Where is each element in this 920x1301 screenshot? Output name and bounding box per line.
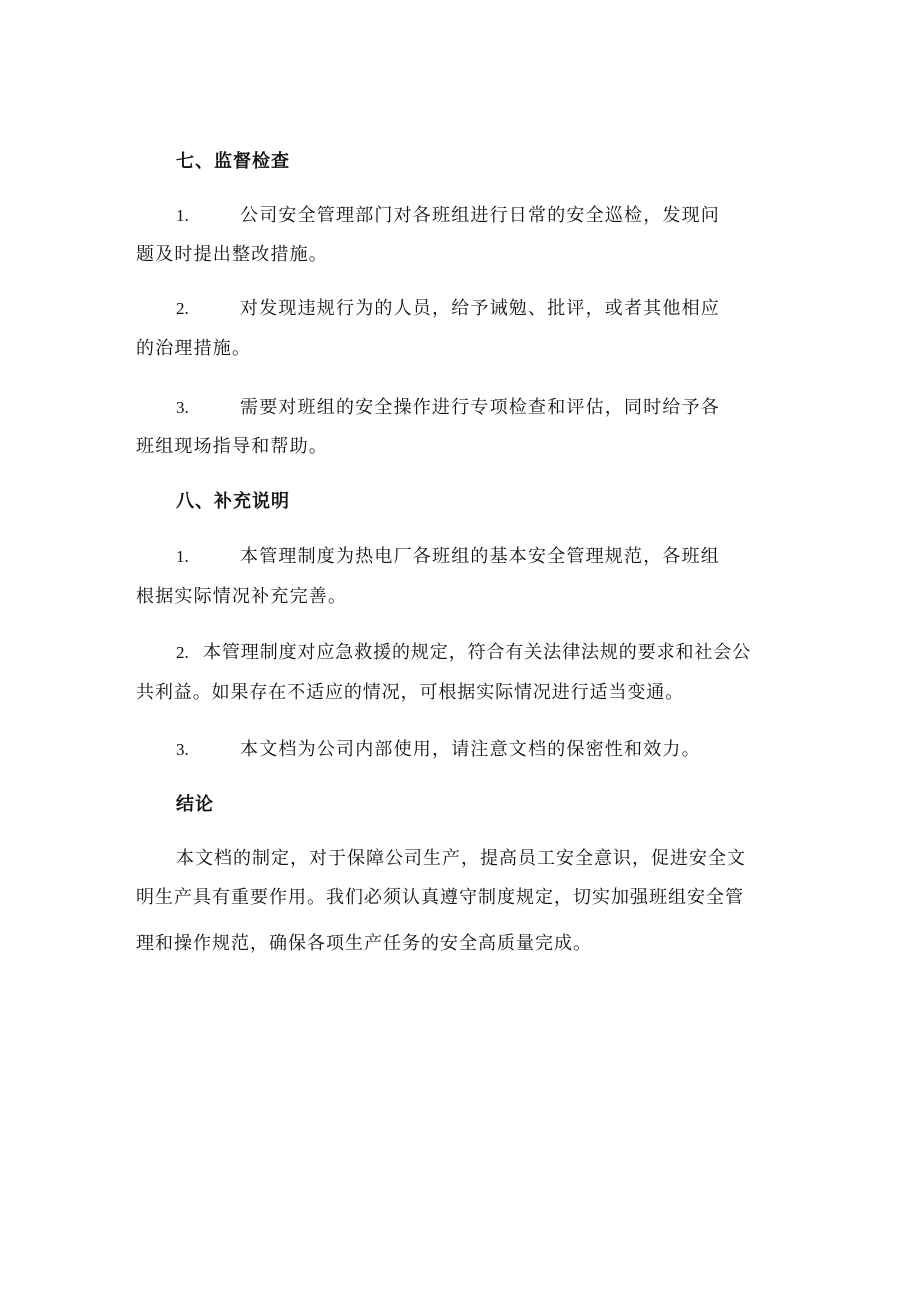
section-7-item-2-number: 2. xyxy=(176,299,189,318)
section-7-heading: 七、监督检查 xyxy=(176,151,290,172)
conclusion-heading: 结论 xyxy=(176,794,214,815)
section-7-item-2-line-2: 的治理措施。 xyxy=(136,338,252,359)
conclusion-line-3: 理和操作规范，确保各项生产任务的安全高质量完成。 xyxy=(136,933,592,954)
section-8-item-3-number: 3. xyxy=(176,740,189,759)
section-7-item-2-line-1: 对发现违规行为的人员，给予诫勉、批评，或者其他相应 xyxy=(240,298,720,319)
section-8-item-1-line-1: 本管理制度为热电厂各班组的基本安全管理规范，各班组 xyxy=(240,546,720,567)
section-8-heading: 八、补充说明 xyxy=(176,491,290,512)
conclusion-line-1: 本文档的制定，对于保障公司生产，提高员工安全意识，促进安全文 xyxy=(176,848,746,869)
section-8-item-1-number: 1. xyxy=(176,547,189,566)
section-7-item-3-number: 3. xyxy=(176,398,189,417)
section-7-item-3-line-1: 需要对班组的安全操作进行专项检查和评估，同时给予各 xyxy=(240,397,720,418)
section-8-item-3-line-1: 本文档为公司内部使用，请注意文档的保密性和效力。 xyxy=(240,739,701,760)
section-8-item-2-number: 2. xyxy=(176,643,189,662)
section-8-item-2-line-1: 本管理制度对应急救援的规定，符合有关法律法规的要求和社会公 xyxy=(203,642,752,663)
section-8-item-2-line-2: 共利益。如果存在不适应的情况，可根据实际情况进行适当变通。 xyxy=(136,682,685,703)
section-7-item-3-line-2: 班组现场指导和帮助。 xyxy=(136,436,328,457)
section-8-item-1-line-2: 根据实际情况补充完善。 xyxy=(136,586,348,607)
conclusion-line-2: 明生产具有重要作用。我们必须认真遵守制度规定，切实加强班组安全管 xyxy=(136,887,744,908)
section-7-item-1-number: 1. xyxy=(176,206,189,225)
section-7-item-1-line-2: 题及时提出整改措施。 xyxy=(136,244,328,265)
section-7-item-1-line-1: 公司安全管理部门对各班组进行日常的安全巡检，发现问 xyxy=(240,205,720,226)
